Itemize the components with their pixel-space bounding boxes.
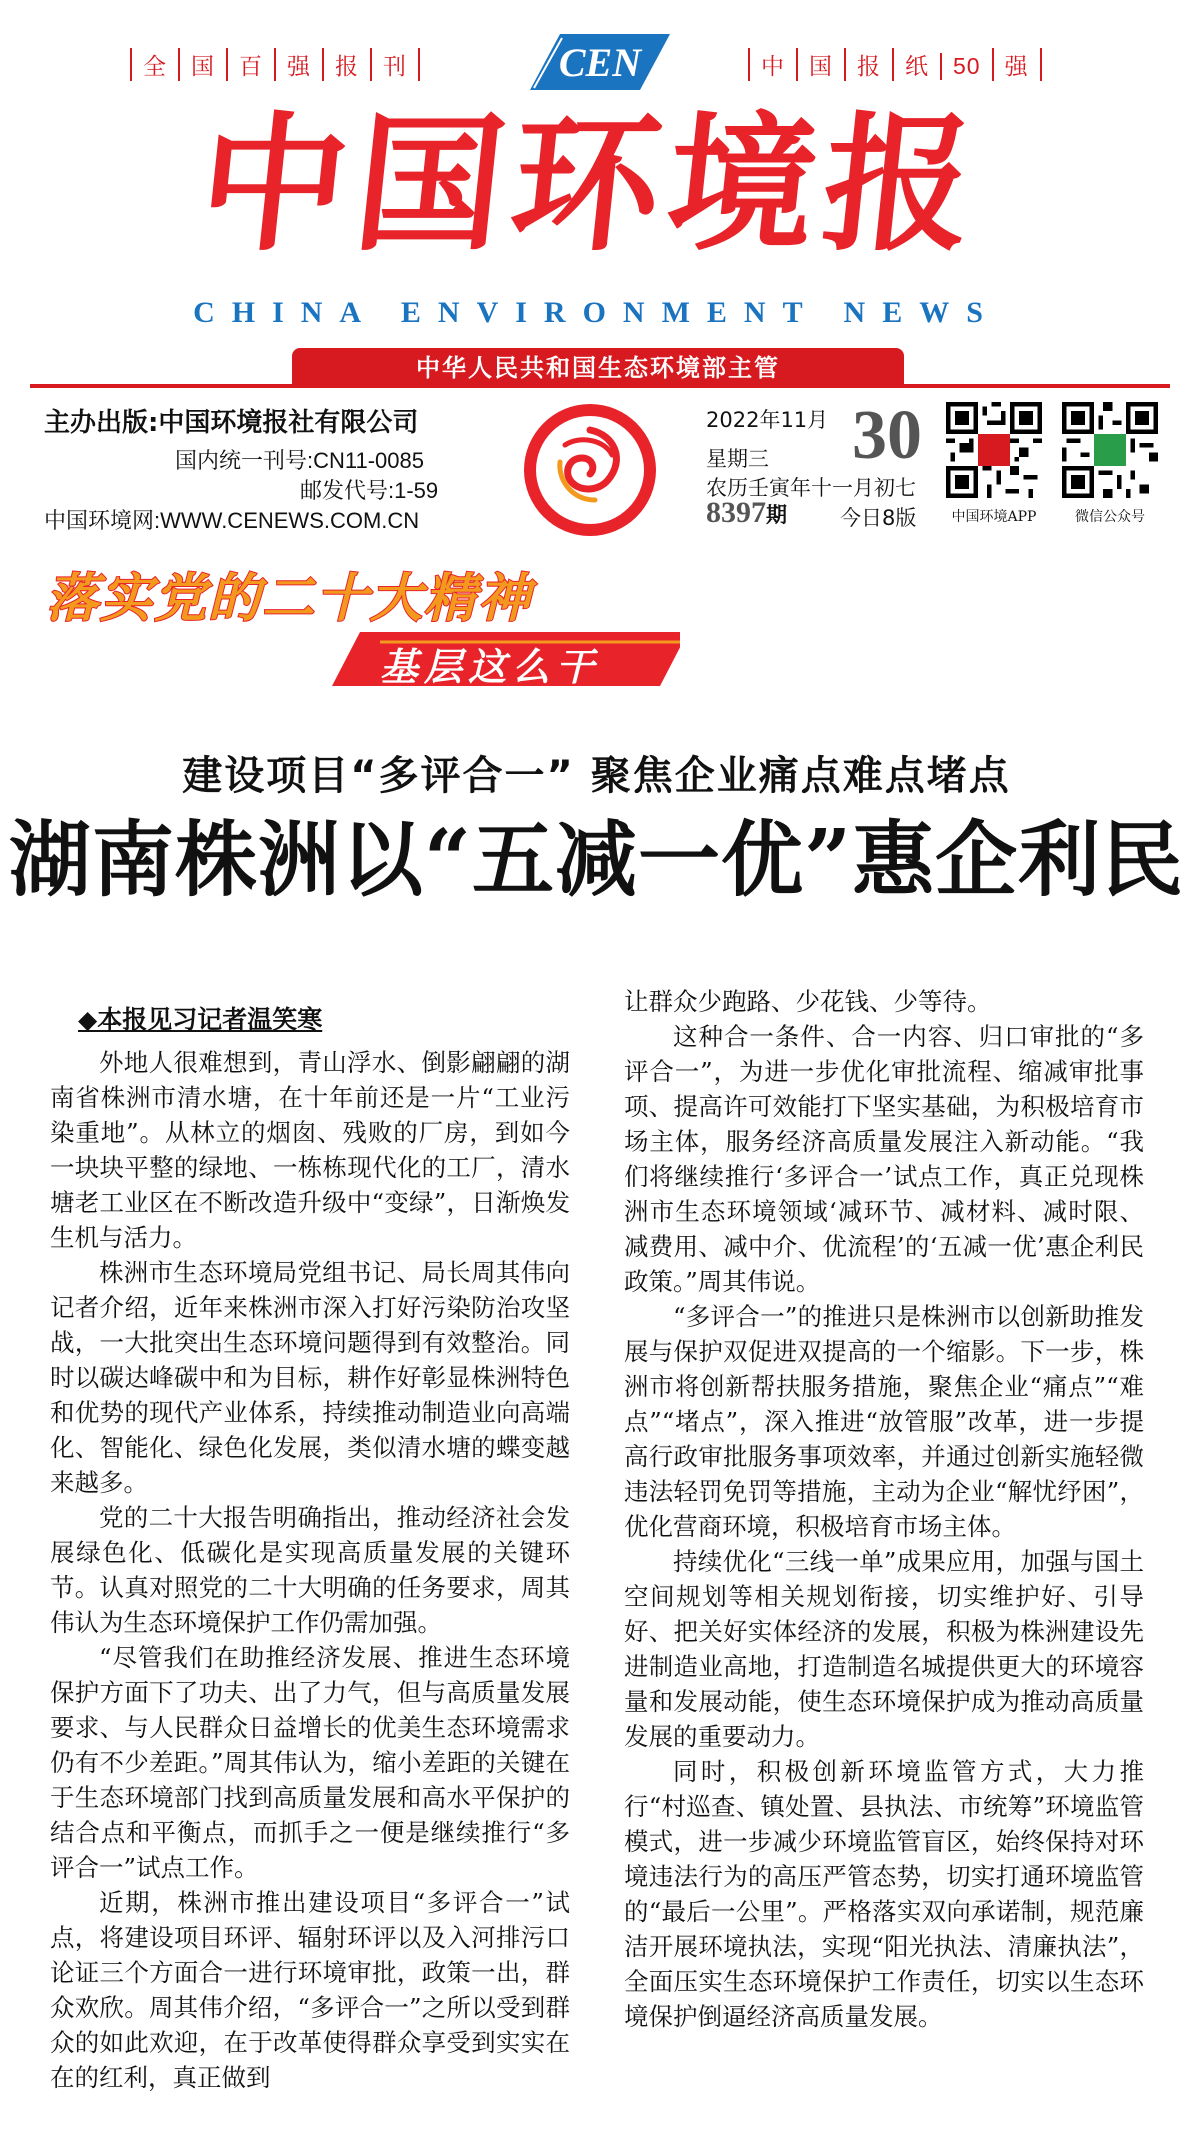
tagline-right	[748, 48, 1042, 81]
paragraph: 持续优化“三线一单”成果应用，加强与国土空间规划等相关规划衔接，切实维护好、引导好、把关好实体经济的发展，积极为株洲建设先进制造业高地，打造制造名城提供更大的环境容量和发展动能，使生态环境保护成为推动高质量发展的重要动力。	[624, 1547, 1144, 1751]
tagline-char: 强	[274, 48, 322, 81]
campaign-banner	[40, 562, 680, 692]
tagline-char: 中	[748, 48, 796, 81]
paragraph: 近期，株洲市推出建设项目“多评合一”试点，将建设项目环评、辐射环评以及入河排污口论证三个方面合一进行环境审批，政策一出，群众欢欣。周其伟介绍，“多评合一”之所以受到群众的如此欢迎，在于改革使得群众享受到实实在在的红利，真正做到	[50, 1888, 570, 2092]
article-subtitle: 建设项目“多评合一” 聚焦企业痛点难点堵点	[182, 753, 1011, 799]
masthead-english: CHINA ENVIRONMENT NEWS	[193, 296, 1000, 329]
article-headline: 湖南株洲以“五减一优”惠企利民	[8, 812, 1185, 908]
paragraph: 株洲市生态环境局党组书记、局长周其伟向记者介绍，近年来株洲市深入打好污染防治攻坚战，一大批突出生态环境问题得到有效整治。同时以碳达峰碳中和为目标，耕作好彰显株洲特色和优势的现代产业体系，持续推动制造业向高端化、智能化、绿色化发展，类似清水塘的蝶变越来越多。	[50, 1258, 570, 1497]
paragraph: 同时，积极创新环境监管方式，大力推行“村巡查、镇处置、县执法、市统筹”环境监管模式，进一步减少环境监管盲区，始终保持对环境违法行为的高压严管态势，切实打通环境监管的“最后一公里”。严格落实双向承诺制，规范廉洁开展环境执法，实现“阳光执法、清廉执法”，全面压实生态环境保护工作责任，切实以生态环境保护倒逼经济高质量发展。	[624, 1757, 1144, 2031]
qr-label-wechat: 微信公众号	[1075, 509, 1145, 525]
tagline-char: 国	[796, 48, 844, 81]
postal-code: 邮发代号:1-59	[300, 478, 439, 503]
paragraph: “多评合一”的推进只是株洲市以创新助推发展与保护双促进双提高的一个缩影。下一步，株洲市将创新帮扶服务措施，聚焦企业“痛点”“难点”“堵点”，深入推进“放管服”改革，进一步提高行政审批服务事项效率，并通过创新实施轻微违法轻罚免罚等措施，主动为企业“解忧纾困”，优化营商环境，积极培育市场主体。	[624, 1302, 1144, 1541]
banner-line-2: 基层这么干	[380, 644, 601, 689]
issue-line	[706, 496, 787, 530]
publisher-name: 主办出版:中国环境报社有限公司	[44, 408, 419, 438]
tagline-char: 纸	[892, 48, 940, 81]
masthead-title: 中国环境报	[190, 99, 990, 271]
cen-logo-text: CEN	[558, 40, 642, 85]
award-emblem	[520, 400, 660, 540]
weekday: 星期三	[706, 447, 769, 471]
tagline-char: 报	[322, 48, 370, 81]
paragraph: 外地人很难想到，青山浮水、倒影翩翩的湖南省株洲市清水塘，在十年前还是一片“工业污染重地”。从林立的烟囱、残败的厂房，到如今一块块平整的绿地、一栋栋现代化的工厂，清水塘老工业区在不断改造升级中“变绿”，日渐焕发生机与活力。	[50, 1048, 570, 1252]
qr-label-app: 中国环境APP	[951, 509, 1037, 525]
date-year-month: 2022年11月	[706, 408, 829, 432]
tagline-left	[130, 48, 420, 81]
qr-code-wechat	[1062, 402, 1158, 498]
article-column-left	[50, 1045, 570, 2095]
lunar-date: 农历壬寅年十一月初七	[706, 476, 916, 500]
paragraph: 党的二十大报告明确指出，推动经济社会发展绿色化、低碳化是实现高质量发展的关键环节。认真对照党的二十大明确的任务要求，周其伟认为生态环境保护工作仍需加强。	[50, 1503, 570, 1637]
website: 中国环境网:WWW.CENEWS.COM.CN	[44, 508, 420, 533]
emblem-ring-text: 2017 · 中国百强报刊	[546, 490, 634, 522]
sponsor-bar: 中华人民共和国生态环境部主管	[292, 348, 904, 388]
issue-suffix: 期	[766, 503, 787, 527]
tagline-char: 全	[130, 48, 178, 81]
article-column-right	[624, 984, 1144, 2034]
qr-code-app	[946, 402, 1042, 498]
paragraph: 这种合一条件、合一内容、归口审批的“多评合一”，为进一步优化审批流程、缩减审批事项、提高许可效能打下坚实基础，为积极培育市场主体，服务经济高质量发展注入新动能。“我们将继续推行‘多评合一’试点工作，真正兑现株洲市生态环境领域‘减环节、减材料、减时限、减费用、减中介、优流程’的‘五减一优’惠企利民政策。”周其伟说。	[624, 1022, 1144, 1296]
tagline-char: 刊	[370, 48, 420, 81]
tagline-char: 国	[178, 48, 226, 81]
tagline-char: 报	[844, 48, 892, 81]
page-count: 今日8版	[840, 506, 917, 530]
tagline-char: 50	[940, 53, 992, 80]
paragraph: “尽管我们在助推经济发展、推进生态环境保护方面下了功夫、出了力气，但与高质量发展要求、与人民群众日益增长的优美生态环境需求仍有不少差距。”周其伟认为，缩小差距的关键在于生态环境部门找到高质量发展和高水平保护的结合点和平衡点，而抓手之一便是继续推行“多评合一”试点工作。	[50, 1643, 570, 1882]
issn: 国内统一刊号:CN11-0085	[175, 448, 424, 473]
banner-line-1: 落实党的二十大精神	[46, 569, 533, 629]
tagline-char: 百	[226, 48, 274, 81]
date-day: 30	[852, 397, 922, 474]
byline: ◆本报见习记者温笑寒	[78, 1005, 323, 1034]
cen-logo	[520, 30, 670, 92]
tagline-char: 强	[992, 48, 1042, 81]
paragraph: 让群众少跑路、少花钱、少等待。	[624, 987, 992, 1016]
issue-number: 8397	[706, 496, 766, 529]
